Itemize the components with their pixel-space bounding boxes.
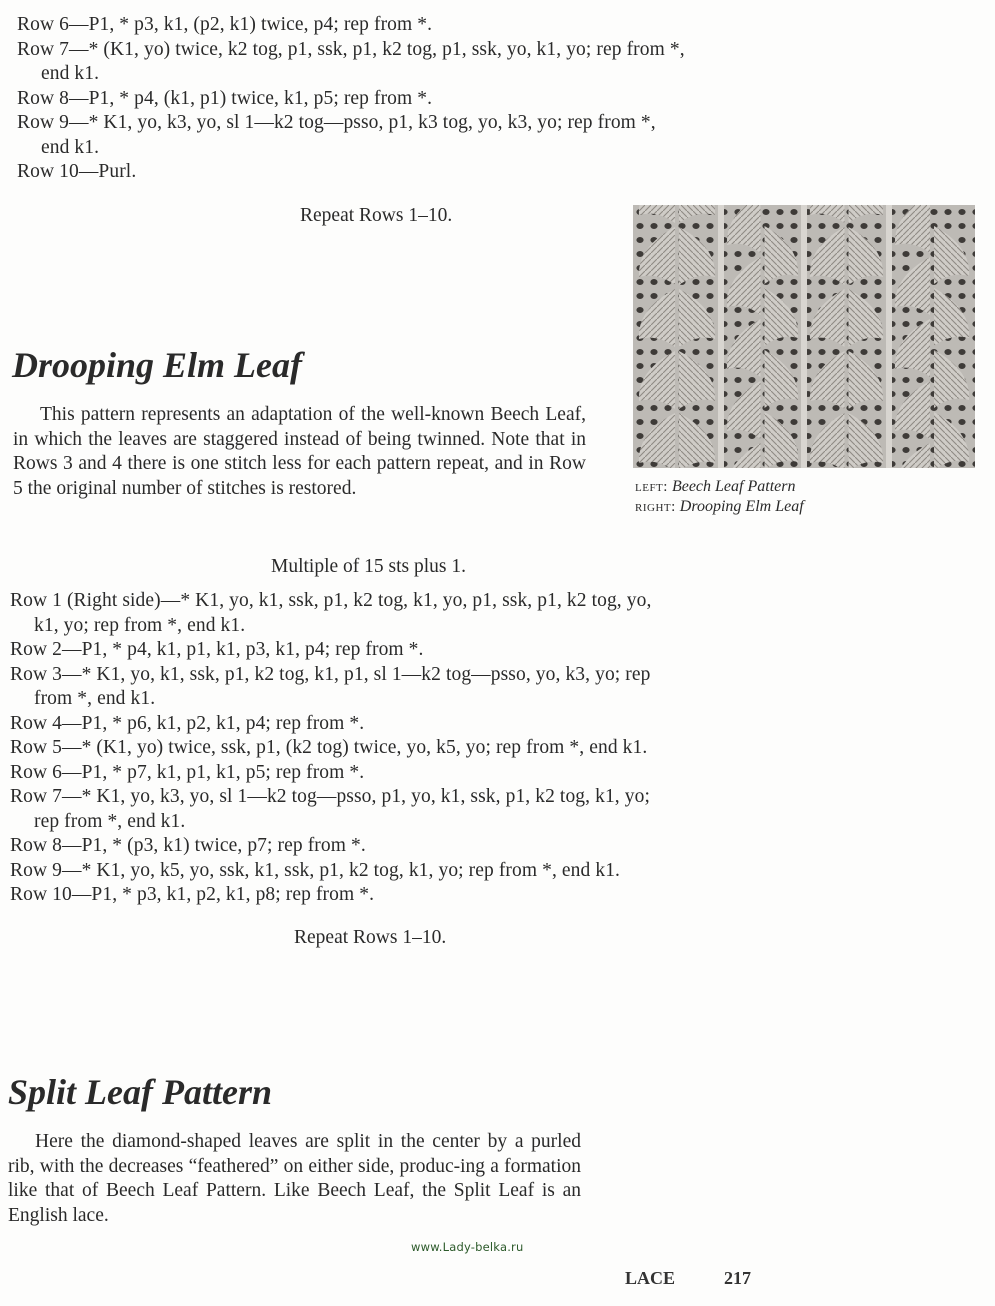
row-text: Row 10—Purl.	[17, 161, 137, 182]
caption-title: Drooping Elm Leaf	[679, 498, 804, 515]
running-footer-section: LACE	[625, 1268, 676, 1288]
row-text: Row 9—* K1, yo, k3, yo, sl 1—k2 tog—psso, p1, k3 tog, yo, k3, yo; rep from *,	[17, 112, 656, 133]
pattern-row	[10, 859, 780, 884]
stitch-multiple: Multiple of 15 sts plus 1.	[271, 556, 467, 577]
section-title-drooping-elm-leaf: Drooping Elm Leaf	[12, 345, 303, 385]
pattern-row	[17, 38, 777, 87]
row-text: Row 5—* (K1, yo) twice, ssk, p1, (k2 tog) twice, yo, k5, yo; rep from *, end k1.	[10, 737, 648, 758]
row-text: Row 10—P1, * p3, k1, p2, k1, p8; rep from *.	[10, 884, 375, 905]
row-text: Row 6—P1, * p7, k1, p1, k1, p5; rep from *.	[10, 761, 365, 783]
page-number: 217	[724, 1268, 751, 1288]
caption-right	[635, 497, 804, 517]
pattern-row	[10, 589, 780, 638]
row-text: Row 4—P1, * p6, k1, p2, k1, p4; rep from *.	[10, 712, 365, 734]
lace-pattern-image	[633, 205, 975, 468]
row-text: Row 7—* K1, yo, k3, yo, sl 1—k2 tog—psso, p1, yo, k1, ssk, p1, k2 tog, k1, yo;	[10, 786, 650, 807]
split-leaf-description: Here the diamond-shaped leaves are split in the center by a purled rib, with the decreases “feathered” on either side, produc-ing a formation like that of Beech Leaf Pattern. Like Beech Leaf, the Split Leaf is an English lace.	[8, 1131, 581, 1226]
repeat-note-drooping-elm: Repeat Rows 1–10.	[294, 927, 447, 948]
row-continuation: end k1.	[41, 136, 100, 158]
row-continuation: k1, yo; rep from *, end k1.	[34, 614, 246, 636]
caption-left	[635, 477, 804, 497]
pattern-row	[10, 663, 780, 712]
row-continuation: rep from *, end k1.	[34, 810, 186, 832]
photo-caption	[635, 477, 804, 517]
pattern-row	[17, 111, 777, 160]
row-text: Row 8—P1, * (p3, k1) twice, p7; rep from *.	[10, 835, 366, 856]
pattern-row	[10, 785, 780, 834]
row-text: Row 2—P1, * p4, k1, p1, k1, p3, k1, p4; rep from *.	[10, 639, 424, 660]
repeat-note-top: Repeat Rows 1–10.	[300, 205, 453, 226]
lace-swatch-photo	[633, 205, 975, 468]
drooping-elm-leaf-description: This pattern represents an adaptation of the well-known Beech Leaf, in which the leaves are staggered instead of being twinned. Note that in Rows 3 and 4 there is one stitch less for each pattern repeat, and in Row 5 the original number of stitches is restored.	[13, 404, 586, 499]
pattern-row	[17, 13, 777, 38]
pattern-row	[17, 160, 777, 185]
row-text: Row 1 (Right side)—* K1, yo, k1, ssk, p1, k2 tog, k1, yo, p1, ssk, p1, k2 tog, yo,	[10, 590, 652, 611]
section-title-split-leaf-pattern: Split Leaf Pattern	[8, 1072, 272, 1112]
caption-label: left:	[635, 479, 668, 495]
caption-title: Beech Leaf Pattern	[671, 478, 796, 495]
watermark-link[interactable]: www.Lady-belka.ru	[411, 1240, 524, 1254]
row-text: Row 7—* (K1, yo) twice, k2 tog, p1, ssk, p1, k2 tog, p1, ssk, yo, k1, yo; rep from *,	[17, 38, 685, 60]
pattern-row	[10, 834, 780, 859]
row-text: Row 3—* K1, yo, k1, ssk, p1, k2 tog, k1, p1, sl 1—k2 tog—psso, yo, k3, yo; rep	[10, 663, 651, 685]
pattern-row	[17, 87, 777, 112]
drooping-elm-leaf-rows	[10, 589, 780, 908]
pattern-row	[10, 761, 780, 786]
row-continuation: from *, end k1.	[34, 688, 156, 709]
row-text: Row 8—P1, * p4, (k1, p1) twice, k1, p5; rep from *.	[17, 87, 433, 109]
caption-label: right:	[635, 499, 676, 515]
row-continuation: end k1.	[41, 63, 100, 84]
pattern-row	[10, 883, 780, 908]
pattern-row	[10, 712, 780, 737]
top-pattern-rows	[17, 13, 777, 185]
row-text: Row 6—P1, * p3, k1, (p2, k1) twice, p4; rep from *.	[17, 14, 433, 35]
pattern-row	[10, 638, 780, 663]
row-text: Row 9—* K1, yo, k5, yo, ssk, k1, ssk, p1, k2 tog, k1, yo; rep from *, end k1.	[10, 859, 621, 881]
pattern-row	[10, 736, 780, 761]
